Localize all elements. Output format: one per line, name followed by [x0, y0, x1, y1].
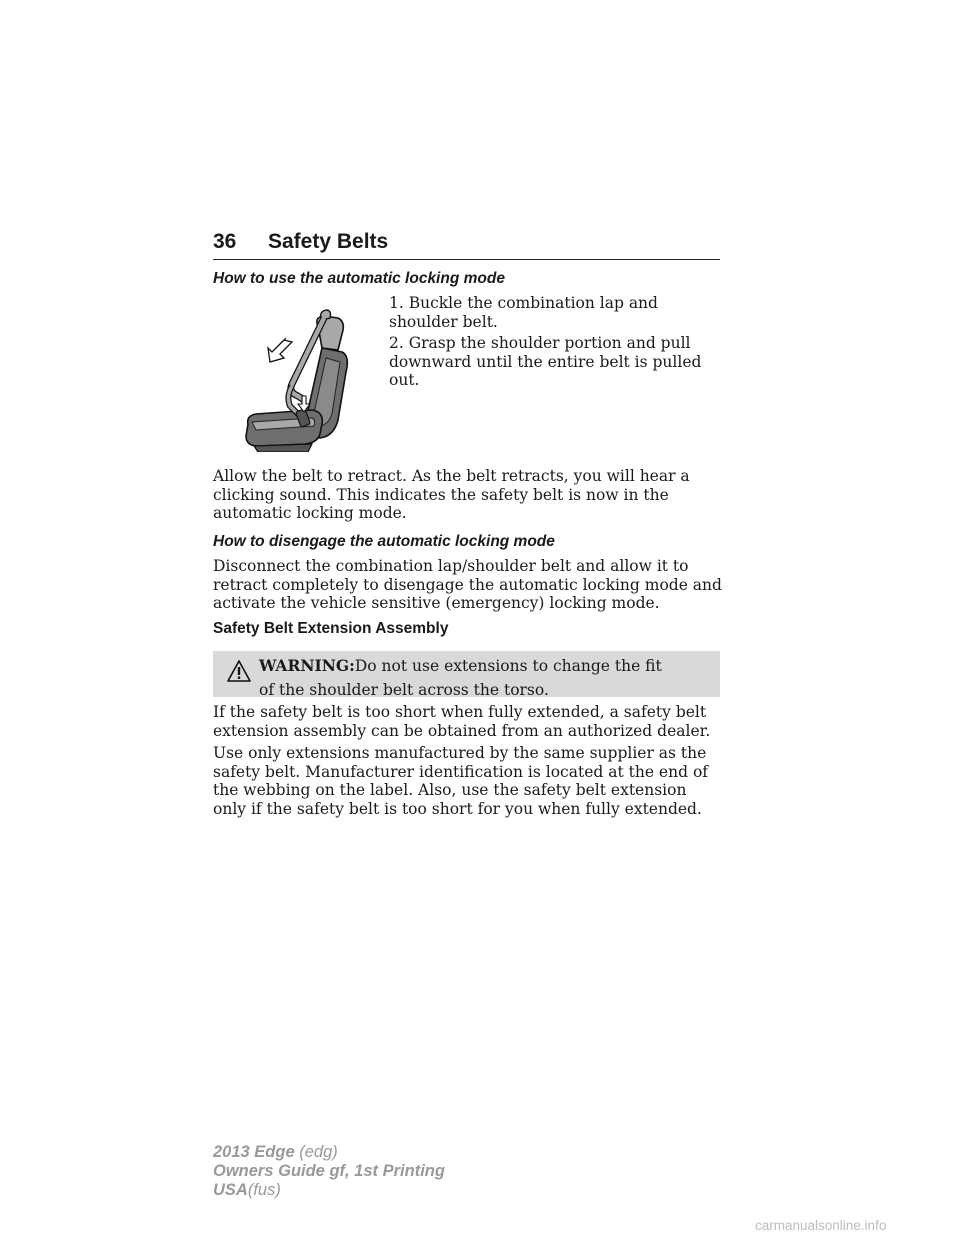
- retract-paragraph: Allow the belt to retract. As the belt retracts, you will hear a clicking sound. This indicates the safety belt is now in the automatic locking mode.: [213, 467, 690, 522]
- section-title: Safety Belts: [268, 230, 389, 253]
- step-2: 2. Grasp the shoulder portion and pull downward until the entire belt is pulled out.: [389, 334, 702, 389]
- warning-label: WARNING:: [259, 656, 355, 675]
- footer-guide: Owners Guide gf, 1st Printing: [213, 1162, 445, 1180]
- heading-disengage: How to disengage the automatic locking mode: [213, 533, 555, 550]
- footer-model: 2013 Edge: [213, 1143, 295, 1161]
- extension-paragraph-2: Use only extensions manufactured by the same supplier as the safety belt. Manufacturer identification is located at the end of the webbing on the label. Also, use the safety belt extension only if the safety belt is too short for you when fully extended.: [213, 744, 709, 818]
- footer-market-code: (fus): [247, 1181, 281, 1199]
- warning-text: [259, 654, 669, 702]
- heading-extension-assembly: Safety Belt Extension Assembly: [213, 620, 449, 637]
- heading-automatic-locking: How to use the automatic locking mode: [213, 270, 505, 287]
- step-1: 1. Buckle the combination lap and shoulder belt.: [389, 294, 658, 331]
- footer-market: USA: [213, 1181, 248, 1199]
- seat-belt-illustration-icon: [242, 292, 354, 452]
- header-rule: [213, 259, 720, 260]
- footer: [213, 1143, 445, 1200]
- warning-box: [213, 651, 720, 697]
- disengage-paragraph: Disconnect the combination lap/shoulder belt and allow it to retract completely to disengage the automatic locking mode and activate the vehicle sensitive (emergency) locking mode.: [213, 557, 722, 612]
- extension-paragraph-1: If the safety belt is too short when fully extended, a safety belt extension assembly can be obtained from an authorized dealer.: [213, 703, 711, 740]
- warning-body: Do not use extensions to change the fit of the shoulder belt across the torso.: [259, 657, 662, 699]
- page-number: 36: [213, 230, 237, 253]
- footer-model-code: (edg): [299, 1143, 338, 1161]
- warning-triangle-icon: [227, 659, 251, 683]
- watermark[interactable]: carmanualsonline.info: [755, 1218, 887, 1233]
